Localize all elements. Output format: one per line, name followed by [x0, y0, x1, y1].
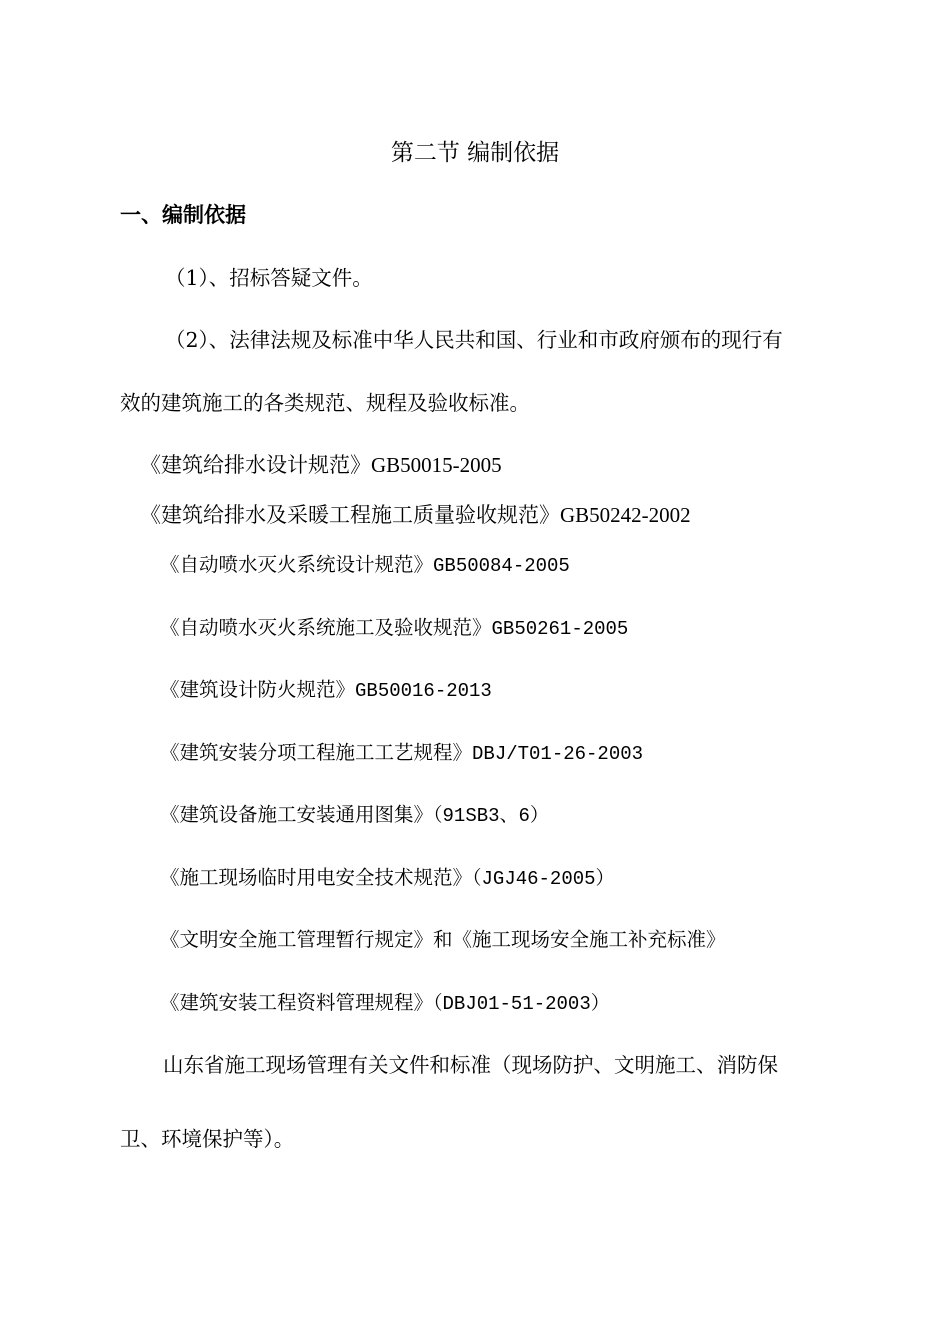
standard-title: 《建筑安装分项工程施工工艺规程》 [160, 741, 473, 764]
standard-title: 《建筑安装工程资料管理规程》 [160, 991, 434, 1014]
section-title: 第二节 编制依据 [390, 140, 560, 166]
standard-item [160, 801, 549, 830]
standard-item [160, 864, 615, 893]
standard-item [160, 989, 610, 1018]
standard-code: GB50015-2005 [371, 453, 502, 477]
standard-item [160, 614, 628, 643]
standard-item [160, 739, 643, 768]
section-heading: 一、编制依据 [120, 202, 246, 227]
standard-title: 《施工现场临时用电安全技术规范》 [160, 866, 473, 889]
standard-code: GB50242-2002 [560, 503, 691, 527]
basis-item-2-line-2: 效的建筑施工的各类规范、规程及验收标准。 [120, 391, 530, 415]
standard-title: 《建筑设备施工安装通用图集》 [160, 803, 434, 826]
standard-code: DBJ/T01-26-2003 [472, 743, 644, 765]
standard-title: 《建筑给排水及采暖工程施工质量验收规范》 [140, 503, 560, 527]
standard-title: 《文明安全施工管理暂行规定》和《施工现场安全施工补充标准》 [160, 928, 726, 951]
standard-code: （91SB3、6） [433, 805, 549, 827]
standard-item [160, 676, 492, 705]
standard-code: GB50016-2013 [355, 680, 492, 702]
standard-item [160, 551, 570, 580]
standard-item [160, 926, 726, 954]
closing-line-2: 卫、环境保护等）。 [120, 1127, 295, 1151]
closing-line-1: 山东省施工现场管理有关文件和标准（现场防护、文明施工、消防保 [163, 1053, 778, 1077]
standard-code: （DBJ01-51-2003） [433, 993, 610, 1015]
standard-title: 《自动喷水灭火系统设计规范》 [160, 553, 434, 576]
standard-code: GB50084-2005 [433, 555, 570, 577]
standard-title: 《建筑设计防火规范》 [160, 678, 356, 701]
basis-item-2-line-1: （2）、法律法规及标准中华人民共和国、行业和市政府颁布的现行有 [165, 328, 783, 352]
standard-item [140, 451, 502, 479]
standard-title: 《自动喷水灭火系统施工及验收规范》 [160, 616, 492, 639]
standard-item [140, 501, 691, 529]
standard-code: GB50261-2005 [491, 618, 629, 640]
standard-title: 《建筑给排水设计规范》 [140, 453, 371, 477]
standard-code: （JGJ46-2005） [472, 868, 615, 890]
basis-item-1: （1）、招标答疑文件。 [165, 266, 373, 290]
